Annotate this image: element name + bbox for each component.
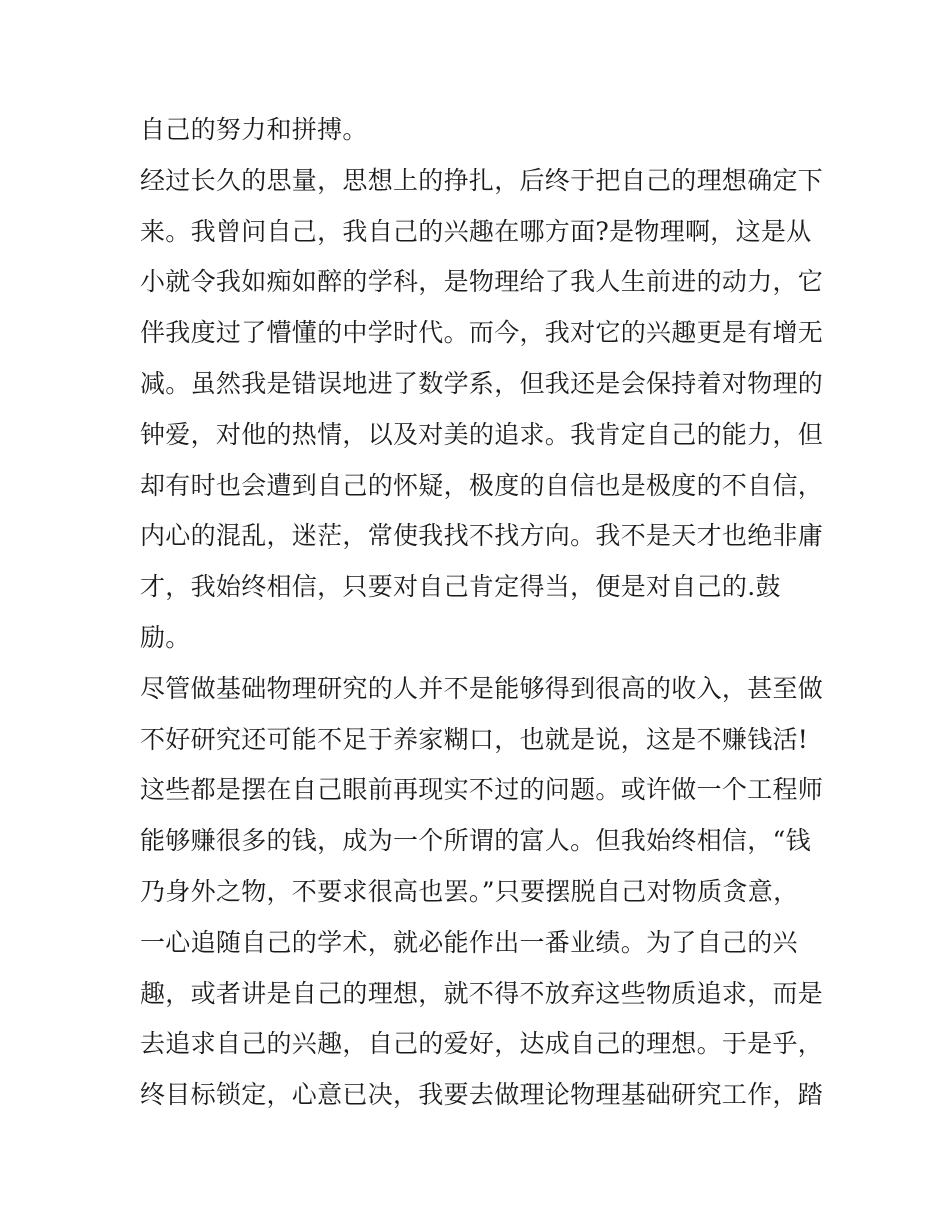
text-line: 来。我曾问自己，我自己的兴趣在哪方面?是物理啊，这是从 <box>140 216 812 246</box>
text-line: 励。 <box>140 622 191 652</box>
text-line: 能够赚很多的钱，成为一个所谓的富人。但我始终相信，“钱 <box>140 826 811 856</box>
text-line: 自己的努力和拼搏。 <box>140 115 368 144</box>
text-line: 经过长久的思量，思想上的挣扎，后终于把自己的理想确定下 <box>140 165 824 195</box>
text-line: 乃身外之物，不要求很高也罢。”只要摆脱自己对物质贪意， <box>140 876 799 906</box>
text-line: 趣，或者讲是自己的理想，就不得不放弃这些物质追求，而是 <box>140 978 824 1008</box>
text-line: 才，我始终相信，只要对自己肯定得当，便是对自己的.鼓 <box>140 572 781 602</box>
text-line: 小就令我如痴如醉的学科，是物理给了我人生前进的动力，它 <box>140 267 824 297</box>
body-text <box>140 108 824 1124</box>
text-line: 一心追随自己的学术，就必能作出一番业绩。为了自己的兴 <box>140 927 798 957</box>
text-line: 不好研究还可能不足于养家糊口，也就是说，这是不赚钱活! <box>140 724 809 754</box>
text-line: 内心的混乱，迷茫，常使我找不找方向。我不是天才也绝非庸 <box>140 521 824 551</box>
text-line: 尽管做基础物理研究的人并不是能够得到很高的收入，甚至做 <box>140 673 824 703</box>
text-line: 终目标锁定，心意已决，我要去做理论物理基础研究工作，踏 <box>140 1080 824 1110</box>
text-line: 钟爱，对他的热情，以及对美的追求。我肯定自己的能力，但 <box>140 419 824 449</box>
text-line: 这些都是摆在自己眼前再现实不过的问题。或许做一个工程师 <box>140 775 824 805</box>
text-line: 却有时也会遭到自己的怀疑，极度的自信也是极度的不自信， <box>140 470 824 500</box>
text-line: 减。虽然我是错误地进了数学系，但我还是会保持着对物理的 <box>140 368 824 398</box>
text-line: 去追求自己的兴趣，自己的爱好，达成自己的理想。于是乎， <box>140 1029 824 1059</box>
text-line: 伴我度过了懵懂的中学时代。而今，我对它的兴趣更是有增无 <box>140 318 824 348</box>
